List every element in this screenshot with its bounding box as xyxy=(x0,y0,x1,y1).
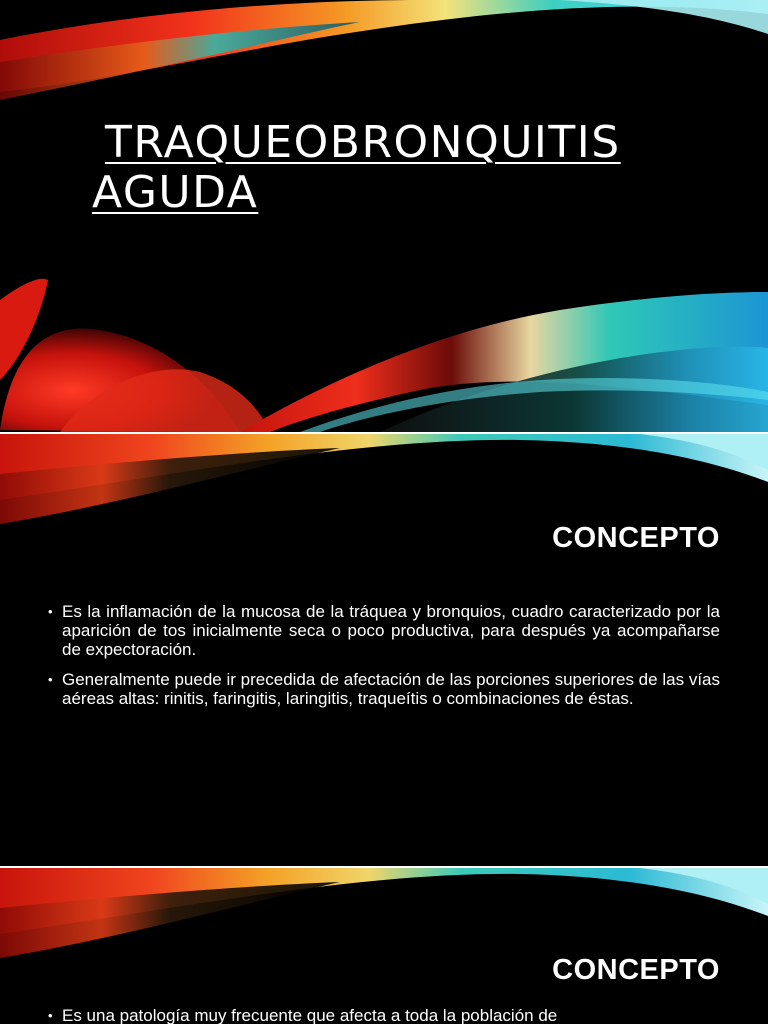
wave-decoration xyxy=(0,868,768,1024)
presentation-title xyxy=(92,118,621,218)
list-item: • Generalmente puede ir precedida de afectación de las porciones superiores de las vías aéreas altas: rinitis, faringitis, laringitis, traqueítis o combinaciones de éstas. xyxy=(48,670,720,708)
concept-slide-1 xyxy=(0,434,768,866)
list-item: • Es la inflamación de la mucosa de la tráquea y bronquios, cuadro caracterizado por la aparición de tos inicialmente seca o poco productiva, para después ya acompañarse de expectoración. xyxy=(48,602,720,659)
concept-slide-2 xyxy=(0,868,768,1024)
slide-heading: CONCEPTO xyxy=(552,522,720,554)
bullet-list xyxy=(48,602,720,719)
title-slide xyxy=(0,0,768,432)
title-line-1: TRAQUEOBRONQUITIS xyxy=(105,117,621,168)
title-line-2: AGUDA xyxy=(92,167,259,218)
list-item: • Es una patología muy frecuente que afecta a toda la población de xyxy=(48,1006,720,1024)
slide-heading: CONCEPTO xyxy=(552,954,720,986)
bullet-list xyxy=(48,1006,720,1024)
